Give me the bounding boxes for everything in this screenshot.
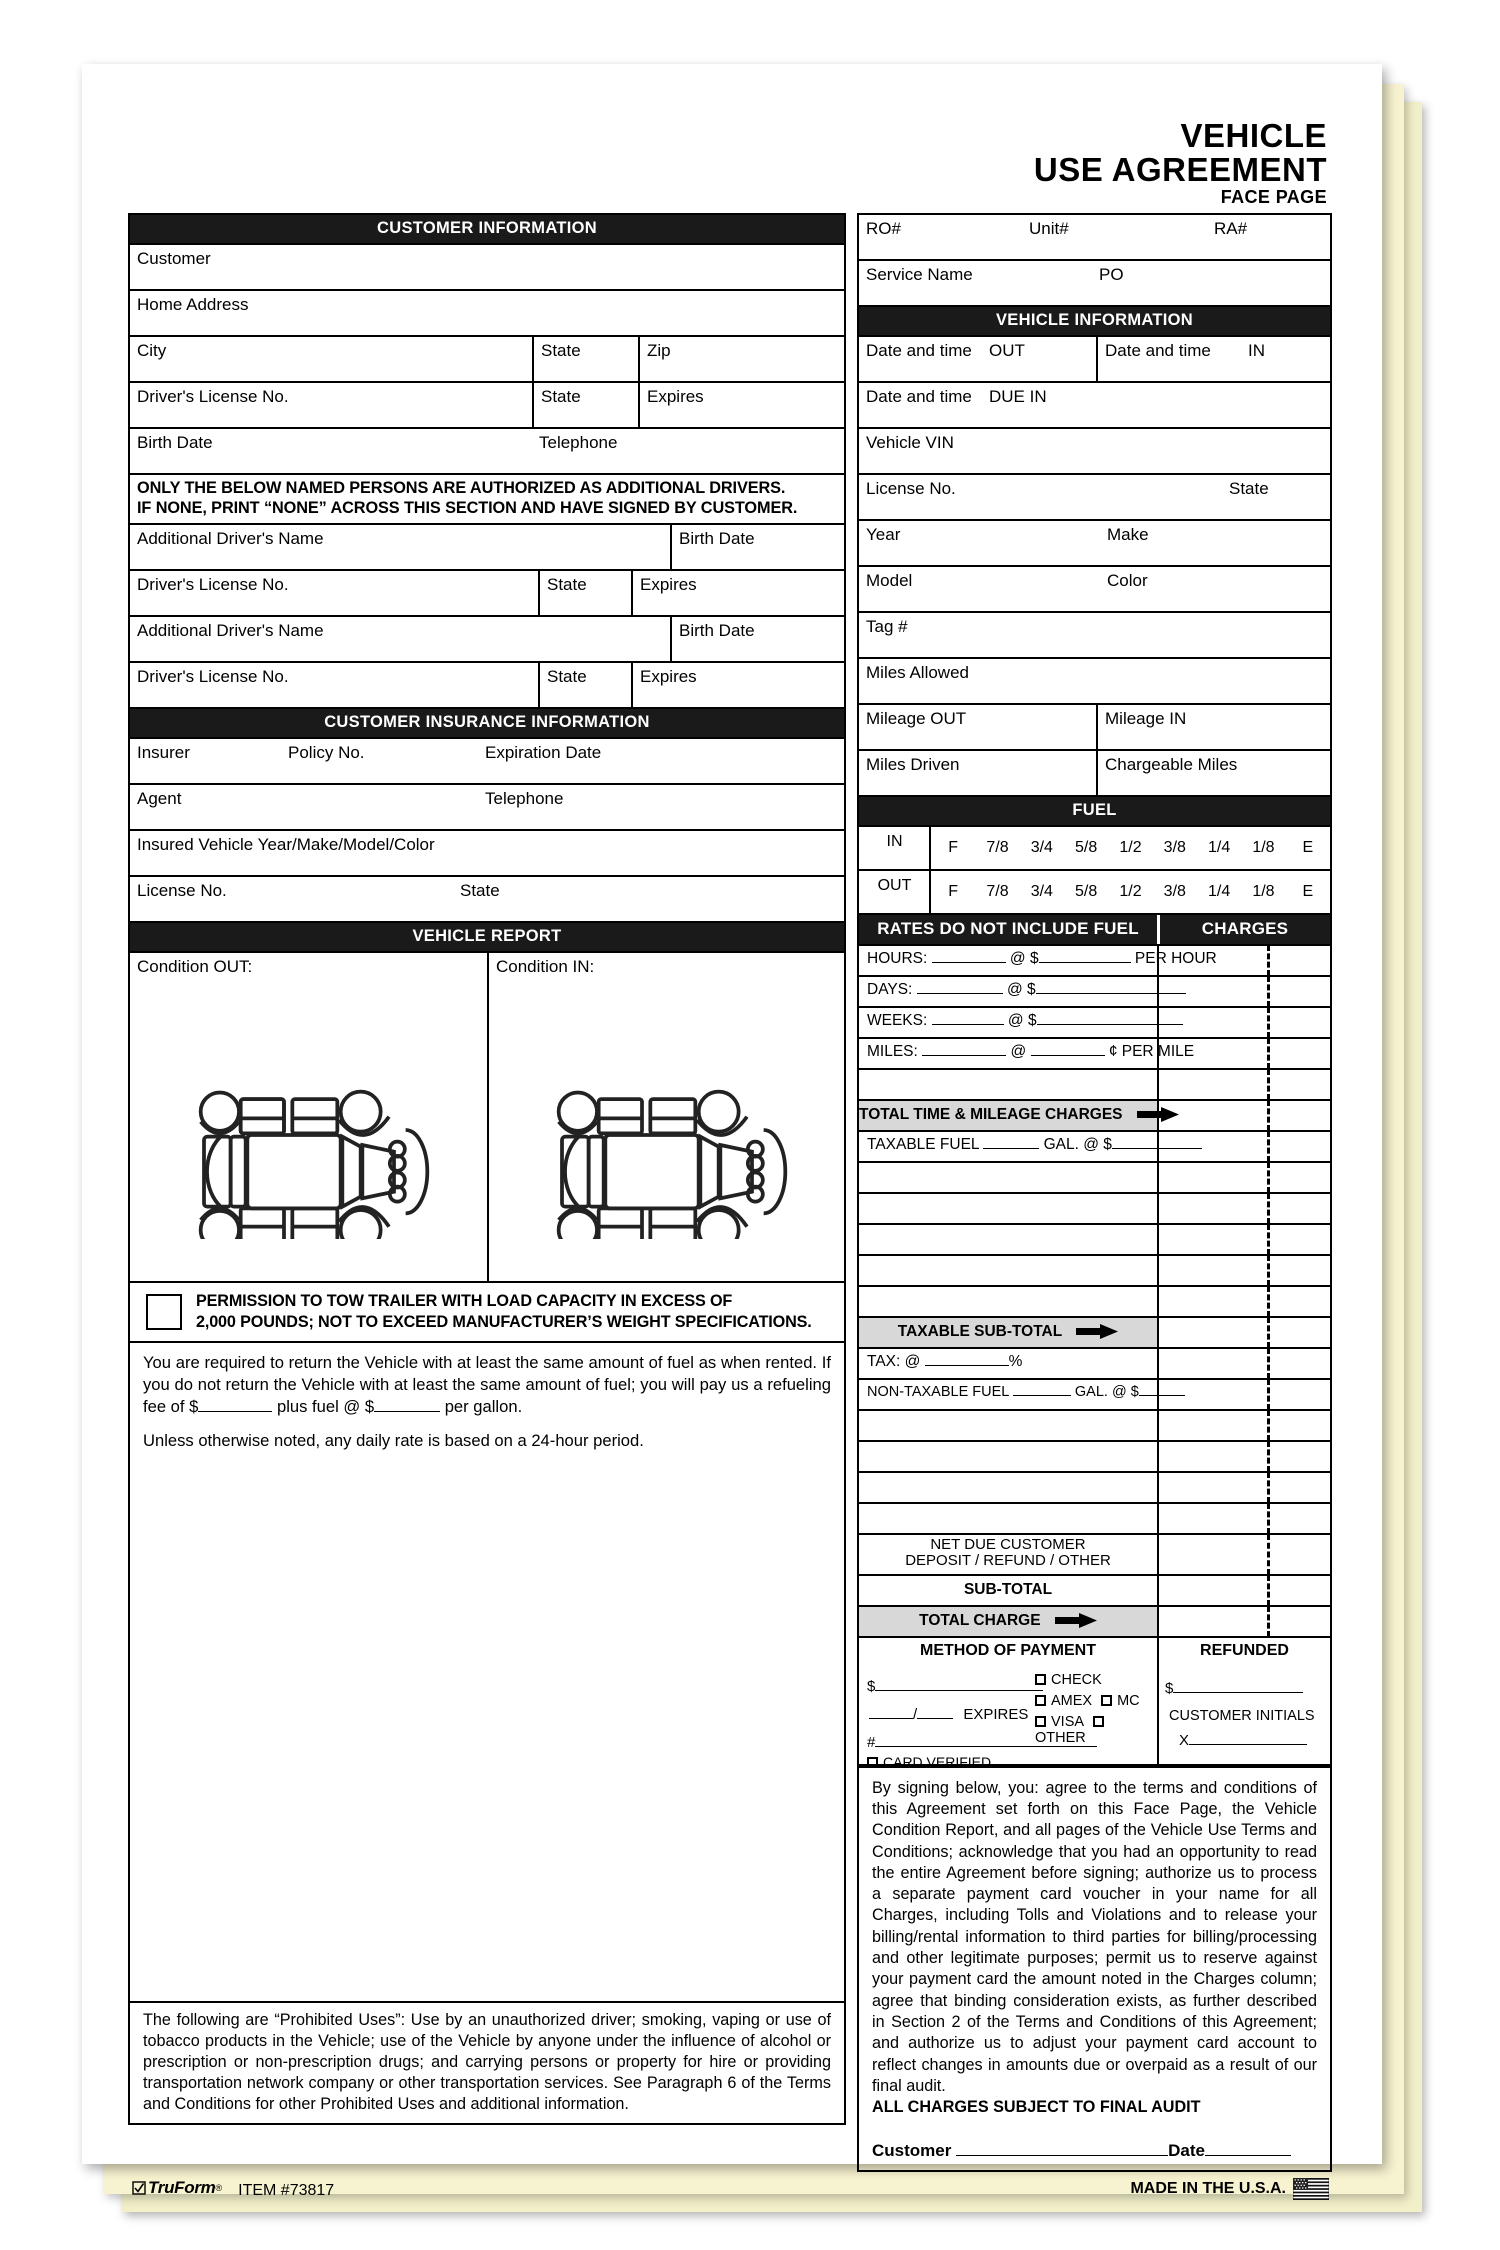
notice-line-1: ONLY THE BELOW NAMED PERSONS ARE AUTHORIZED AS ADDITIONAL DRIVERS. <box>137 478 786 497</box>
visa-label: VISA <box>1051 1713 1085 1730</box>
prohibited-uses-text: The following are “Prohibited Uses”: Use by an unauthorized driver; smoking, vaping or use of tobacco products in the Vehicle; use of the Vehicle by anyone under the influence of alcohol or prescription or non-prescription drugs; and carrying persons or property for hire or providing transportation network company or other transportation services. See Paragraph 6 of the Terms and Conditions for other Prohibited Uses and additional information. <box>130 2001 844 2123</box>
field-insured-vehicle[interactable]: Insured Vehicle Year/Make/Model/Color <box>137 835 435 855</box>
charge-row-blank[interactable] <box>859 1471 1330 1502</box>
tow-line-2: 2,000 POUNDS; NOT TO EXCEED MANUFACTURER’S WEIGHT SPECIFICATIONS. <box>196 1312 812 1331</box>
charge-label-weeks: WEEKS: <box>867 1011 928 1029</box>
charge-amount-hours[interactable] <box>1157 946 1330 975</box>
field-insurance-license-no[interactable]: License No. <box>137 881 227 901</box>
payment-amount-prefix: $ <box>867 1677 876 1695</box>
field-date-time-due-label: Date and time <box>866 386 972 406</box>
fuel-fee-blank[interactable] <box>198 1411 272 1412</box>
charge-row-tax[interactable] <box>859 1347 1330 1378</box>
item-number: ITEM #73817 <box>238 2181 335 2199</box>
made-in-usa-label: MADE IN THE U.S.A. <box>1130 2179 1286 2197</box>
charge-row-blank[interactable] <box>859 1223 1330 1254</box>
field-additional-driver-1-name[interactable]: Additional Driver's Name <box>137 529 324 549</box>
charge-amount-miles[interactable] <box>1157 1039 1330 1068</box>
card-verified-checkbox[interactable] <box>867 1757 878 1768</box>
charge-amount-taxable-fuel[interactable] <box>1157 1132 1330 1161</box>
fuel-in-level-5-8[interactable]: 5/8 <box>1075 838 1098 856</box>
charge-row-days[interactable] <box>859 975 1330 1006</box>
fuel-out-level-3-4[interactable]: 3/4 <box>1030 882 1053 900</box>
title-line-2: USE AGREEMENT <box>1033 150 1327 188</box>
field-insurer[interactable]: Insurer <box>137 743 190 763</box>
charge-label-nontaxable-fuel: NON-TAXABLE FUEL <box>867 1383 1009 1400</box>
payment-expires-label: EXPIRES <box>963 1705 1029 1723</box>
table-row[interactable] <box>130 875 844 921</box>
field-ra-number[interactable]: RA# <box>1214 218 1248 238</box>
charge-row-taxable-subtotal <box>859 1316 1330 1347</box>
fuel-out-level-1-4[interactable]: 1/4 <box>1208 882 1231 900</box>
field-home-address[interactable]: Home Address <box>137 294 249 314</box>
field-po[interactable]: PO <box>1099 264 1124 284</box>
customer-signature-input[interactable] <box>956 2155 1168 2156</box>
usa-flag-icon <box>1293 2178 1329 2200</box>
table-row[interactable] <box>859 473 1330 519</box>
title-line-3: FACE PAGE <box>1220 187 1327 208</box>
signature-date-input[interactable] <box>1205 2155 1291 2156</box>
payment-exp-year-input[interactable] <box>917 1718 953 1719</box>
field-unit-number[interactable]: Unit# <box>1029 218 1069 238</box>
truform-trademark: ® <box>215 2182 223 2193</box>
ro-block <box>857 213 1332 307</box>
field-additional-driver-1-birth-date[interactable]: Birth Date <box>670 525 844 569</box>
field-vehicle-license-no[interactable]: License No. <box>866 478 956 498</box>
mc-checkbox[interactable] <box>1101 1695 1112 1706</box>
visa-checkbox[interactable] <box>1035 1716 1046 1727</box>
charges-header-amount: CHARGES <box>1157 915 1330 944</box>
table-row[interactable] <box>130 335 844 381</box>
table-row[interactable] <box>859 335 1330 381</box>
condition-out-label: Condition OUT: <box>137 957 253 977</box>
charge-amount-days[interactable] <box>1157 977 1330 1006</box>
fuel-in-level-1-8[interactable]: 1/8 <box>1252 838 1275 856</box>
table-row[interactable] <box>130 243 844 289</box>
form-footer <box>128 2178 1333 2200</box>
signature-section <box>857 1766 1332 2172</box>
charge-amount-tax[interactable] <box>1157 1349 1330 1378</box>
signature-body-text: By signing below, you: agree to the terms and conditions of this Agreement set forth on this Face Page, the Vehicle Condition Report, and all pages of the Vehicle Use Terms and Conditions; acknowledge that you had an opportunity to read the entire Agreement before signing; authorize us to process a separate payment card voucher in your name for all Charges, including Tolls and Violations and to release your billing/rental information to third parties for billing/processing and other legitimate purposes; permit us to reserve against your payment card the amount noted in the Charges column; agree that binding consideration exists, as further described in Section 2 of the Terms and Conditions of this Agreement; and authorize us to adjust your payment card account to reflect changes in amounts due or overpaid as a result of our final audit. <box>872 1778 1317 2095</box>
fuel-in-label: IN <box>886 832 903 850</box>
charge-unit-nontaxable-fuel: GAL. @ $ <box>1074 1383 1139 1400</box>
charge-label-hours: HOURS: <box>867 949 928 967</box>
table-row[interactable] <box>859 611 1330 657</box>
charge-at-hours: @ $ <box>1009 949 1039 967</box>
method-of-payment-title: METHOD OF PAYMENT <box>919 1641 1096 1659</box>
customer-signature-label: Customer <box>872 2141 952 2161</box>
fuel-out-level-1-2[interactable]: 1/2 <box>1119 882 1142 900</box>
paper-stack <box>82 64 1402 2199</box>
field-color[interactable]: Color <box>1107 570 1148 590</box>
charge-row-blank[interactable] <box>859 1254 1330 1285</box>
car-diagram-out <box>184 1071 434 1244</box>
field-make[interactable]: Make <box>1107 524 1149 544</box>
fuel-in-level-3-8[interactable]: 3/8 <box>1163 838 1186 856</box>
table-row[interactable] <box>130 615 844 661</box>
table-row[interactable] <box>859 565 1330 611</box>
field-telephone[interactable]: Telephone <box>539 432 618 452</box>
field-expiration-date[interactable]: Expiration Date <box>485 743 602 763</box>
table-row[interactable] <box>130 289 844 335</box>
fuel-header: FUEL <box>859 795 1330 825</box>
field-vehicle-vin[interactable]: Vehicle VIN <box>866 432 954 452</box>
field-model[interactable]: Model <box>866 570 913 590</box>
field-drivers-license-no[interactable]: Driver's License No. <box>137 386 289 406</box>
field-additional-driver-1-license[interactable]: Driver's License No. <box>137 575 289 595</box>
payment-amount-input[interactable] <box>875 1690 1043 1691</box>
customer-initials-input[interactable] <box>1189 1744 1307 1745</box>
field-miles-allowed[interactable]: Miles Allowed <box>866 662 969 682</box>
charge-amount-net-due-customer[interactable] <box>1157 1535 1330 1574</box>
payment-card-number-input[interactable] <box>875 1746 1097 1747</box>
charge-unit-taxable-fuel: GAL. @ $ <box>1043 1135 1112 1153</box>
payment-section <box>859 1636 1330 1770</box>
charge-label-total-time-mileage: TOTAL TIME & MILEAGE CHARGES <box>859 1105 1123 1123</box>
arrow-right-icon <box>1055 1613 1097 1628</box>
fuel-in-level-E[interactable]: E <box>1302 838 1314 856</box>
vehicle-information-header: VEHICLE INFORMATION <box>859 307 1330 335</box>
charge-amount-taxable-subtotal[interactable] <box>1157 1318 1330 1347</box>
title-line-1: VEHICLE <box>1180 117 1327 154</box>
table-row[interactable] <box>130 427 844 473</box>
refunded-panel <box>1157 1638 1330 1764</box>
fuel-out-level-7-8[interactable]: 7/8 <box>986 882 1009 900</box>
table-row[interactable] <box>859 519 1330 565</box>
charge-row-total-charge <box>859 1605 1330 1636</box>
card-verified-label: CARD VERIFIED <box>883 1753 992 1770</box>
field-service-name[interactable]: Service Name <box>866 264 973 284</box>
table-row[interactable] <box>859 215 1330 259</box>
customer-information-header: CUSTOMER INFORMATION <box>130 215 844 243</box>
fuel-in-level-1-2[interactable]: 1/2 <box>1119 838 1142 856</box>
fuel-in-level-1-4[interactable]: 1/4 <box>1208 838 1231 856</box>
field-agent-telephone[interactable]: Telephone <box>485 789 564 809</box>
footer-right <box>1130 2178 1329 2200</box>
table-row[interactable] <box>859 703 1330 749</box>
charges-header-desc: RATES DO NOT INCLUDE FUEL <box>877 918 1139 938</box>
fuel-policy-p1b: plus fuel @ $ <box>272 1396 375 1416</box>
tow-permission-row[interactable] <box>130 1281 844 1341</box>
signature-block <box>859 1766 1330 2170</box>
table-row[interactable] <box>130 569 844 615</box>
field-additional-driver-1-state[interactable]: State <box>538 571 631 615</box>
charge-row-blank[interactable] <box>859 1068 1330 1099</box>
refunded-amount-prefix: $ <box>1165 1679 1174 1697</box>
fuel-policy-paragraph-2: Unless otherwise noted, any daily rate is based on a 24-hour period. <box>143 1430 644 1450</box>
charge-at-weeks: @ $ <box>1007 1011 1037 1029</box>
condition-in-panel[interactable] <box>487 953 844 1281</box>
charges-section <box>857 915 1332 1770</box>
charge-row-weeks[interactable] <box>859 1006 1330 1037</box>
customer-insurance-header: CUSTOMER INSURANCE INFORMATION <box>130 707 844 737</box>
charge-row-net-due-customer <box>859 1533 1330 1574</box>
field-chargeable-miles[interactable]: Chargeable Miles <box>1096 751 1330 795</box>
charge-row-blank[interactable] <box>859 1192 1330 1223</box>
charge-amount-subtotal[interactable] <box>1157 1576 1330 1605</box>
charge-row-blank[interactable] <box>859 1161 1330 1192</box>
table-row[interactable] <box>859 381 1330 427</box>
field-in[interactable]: IN <box>1248 340 1265 360</box>
field-license-expires[interactable]: Expires <box>638 383 844 427</box>
charge-label-taxable-subtotal: TAXABLE SUB-TOTAL <box>897 1322 1062 1340</box>
checkbox-check-icon <box>132 2181 146 2195</box>
amex-checkbox[interactable] <box>1035 1695 1046 1706</box>
vehicle-information-section <box>857 307 1332 915</box>
vehicle-report-header: VEHICLE REPORT <box>130 921 844 951</box>
fuel-policy-paragraph-1 <box>143 1352 831 1418</box>
charge-unit-tax: % <box>1008 1352 1023 1370</box>
field-city[interactable]: City <box>137 340 167 360</box>
field-additional-driver-1-expires[interactable]: Expires <box>631 571 844 615</box>
field-additional-driver-2-name[interactable]: Additional Driver's Name <box>137 621 324 641</box>
condition-out-panel[interactable] <box>130 953 487 1281</box>
fuel-per-gallon-blank[interactable] <box>374 1411 440 1412</box>
arrow-right-icon <box>1076 1324 1118 1339</box>
fuel-row-in[interactable] <box>859 825 1330 869</box>
tow-permission-text <box>196 1291 812 1332</box>
field-agent[interactable]: Agent <box>137 789 182 809</box>
table-row[interactable] <box>859 427 1330 473</box>
charge-row-hours[interactable] <box>859 944 1330 975</box>
charge-amount-total-charge[interactable] <box>1157 1607 1330 1636</box>
field-vehicle-license-state[interactable]: State <box>1229 478 1269 498</box>
condition-in-label: Condition IN: <box>496 957 595 977</box>
field-license-state[interactable]: State <box>532 383 638 427</box>
charge-label-total-charge: TOTAL CHARGE <box>919 1611 1041 1629</box>
fuel-policy-p1a: You are required to return the Vehicle with at least the same amount of fuel as when rented. If you do not return the Vehicle with at least the same amount of fuel; you will pay us a refueling fee of $ <box>143 1352 831 1416</box>
refunded-title: REFUNDED <box>1200 1641 1289 1659</box>
charge-amount-total-time-mileage[interactable] <box>1157 1101 1330 1130</box>
table-row[interactable] <box>859 749 1330 795</box>
charge-label-miles: MILES: <box>867 1042 918 1060</box>
tow-permission-checkbox[interactable] <box>146 1294 182 1330</box>
field-zip[interactable]: Zip <box>638 337 844 381</box>
field-ro-number[interactable]: RO# <box>866 218 901 238</box>
refunded-amount-input[interactable] <box>1173 1692 1303 1693</box>
charge-row-total-time-mileage <box>859 1099 1330 1130</box>
charge-amount-nontaxable-fuel[interactable] <box>1157 1380 1330 1409</box>
charges-header <box>859 915 1330 944</box>
fuel-out-label: OUT <box>877 876 912 894</box>
fuel-policy-p1c: per gallon. <box>440 1396 523 1416</box>
tow-line-1: PERMISSION TO TOW TRAILER WITH LOAD CAPACITY IN EXCESS OF <box>196 1292 733 1311</box>
signature-date-label: Date <box>1168 2141 1205 2161</box>
field-tag-number[interactable]: Tag # <box>866 616 908 636</box>
field-due-in[interactable]: DUE IN <box>989 386 1047 406</box>
notice-line-2: IF NONE, PRINT “NONE” ACROSS THIS SECTION AND HAVE SIGNED BY CUSTOMER. <box>137 498 798 517</box>
table-row[interactable] <box>130 661 844 707</box>
customer-information-section <box>128 213 846 2126</box>
field-additional-driver-2-expires[interactable]: Expires <box>631 663 844 707</box>
fuel-in-level-F[interactable]: F <box>948 838 959 856</box>
field-birth-date[interactable]: Birth Date <box>137 432 213 452</box>
other-checkbox[interactable] <box>1093 1716 1104 1727</box>
additional-drivers-notice <box>130 473 844 524</box>
field-date-time-in-label: Date and time <box>1105 340 1211 360</box>
charge-at-days: @ $ <box>1007 980 1036 998</box>
field-year[interactable]: Year <box>866 524 901 544</box>
field-policy-no[interactable]: Policy No. <box>288 743 365 763</box>
mc-label: MC <box>1117 1692 1140 1709</box>
fuel-policy-block <box>130 1341 844 2001</box>
fuel-out-level-3-8[interactable]: 3/8 <box>1163 882 1186 900</box>
charge-unit-miles: ¢ PER MILE <box>1108 1042 1195 1060</box>
charge-row-subtotal <box>859 1574 1330 1605</box>
field-mileage-in[interactable]: Mileage IN <box>1096 705 1330 749</box>
fuel-in-level-7-8[interactable]: 7/8 <box>986 838 1009 856</box>
charge-unit-hours: PER HOUR <box>1134 949 1217 967</box>
method-of-payment-panel: METHOD OF PAYMENT $ / EXPIRES # CARD VERIFIED CHECK AMEX MC VISAOTHER <box>859 1638 1157 1764</box>
field-date-time-out-label: Date and time <box>866 340 972 360</box>
right-column <box>857 213 1332 2172</box>
field-miles-driven[interactable]: Miles Driven <box>866 754 960 774</box>
fuel-out-level-E[interactable]: E <box>1302 882 1314 900</box>
field-customer[interactable]: Customer <box>137 248 211 268</box>
charge-at-miles: @ <box>1010 1042 1027 1060</box>
charge-label-net-due-customer: NET DUE CUSTOMER <box>930 1535 1086 1553</box>
charge-label-tax: TAX: @ <box>867 1352 921 1370</box>
field-insurance-state[interactable]: State <box>460 881 500 901</box>
charge-label-deposit-refund-other: DEPOSIT / REFUND / OTHER <box>905 1551 1111 1569</box>
truform-brand: TruForm <box>148 2177 216 2197</box>
fuel-out-level-1-8[interactable]: 1/8 <box>1252 882 1275 900</box>
vehicle-report-body <box>130 951 844 1281</box>
field-city-state[interactable]: State <box>532 337 638 381</box>
payment-number-prefix: # <box>867 1733 876 1751</box>
fuel-in-level-3-4[interactable]: 3/4 <box>1030 838 1053 856</box>
fuel-out-level-5-8[interactable]: 5/8 <box>1075 882 1098 900</box>
table-row[interactable] <box>130 783 844 829</box>
field-additional-driver-2-license[interactable]: Driver's License No. <box>137 667 289 687</box>
field-additional-driver-2-state[interactable]: State <box>538 663 631 707</box>
table-row[interactable] <box>859 259 1330 305</box>
form-paper-sheet <box>82 64 1382 2199</box>
other-label: OTHER <box>1035 1729 1086 1746</box>
check-label: CHECK <box>1051 1671 1102 1688</box>
charge-row-blank[interactable] <box>859 1285 1330 1316</box>
vehicle-use-agreement-form <box>128 117 1333 2199</box>
charge-row-blank[interactable] <box>859 1409 1330 1440</box>
charge-label-days: DAYS: <box>867 980 913 998</box>
charge-row-taxable-fuel[interactable] <box>859 1130 1330 1161</box>
customer-initials-label: CUSTOMER INITIALS <box>1169 1707 1315 1724</box>
left-column <box>128 213 846 2126</box>
table-row[interactable] <box>130 829 844 875</box>
fuel-row-out[interactable] <box>859 869 1330 913</box>
customer-initials-x: X <box>1179 1731 1190 1749</box>
final-audit-notice: ALL CHARGES SUBJECT TO FINAL AUDIT <box>872 2098 1201 2117</box>
charge-amount-weeks[interactable] <box>1157 1008 1330 1037</box>
charge-row-blank[interactable] <box>859 1502 1330 1533</box>
amex-label: AMEX <box>1051 1692 1093 1709</box>
charge-label-taxable-fuel: TAXABLE FUEL <box>867 1135 979 1153</box>
check-checkbox[interactable] <box>1035 1674 1046 1685</box>
field-out[interactable]: OUT <box>989 340 1025 360</box>
fuel-out-level-F[interactable]: F <box>948 882 959 900</box>
charge-row-nontaxable-fuel[interactable] <box>859 1378 1330 1409</box>
charge-row-miles[interactable] <box>859 1037 1330 1068</box>
car-diagram-in <box>542 1071 792 1244</box>
payment-exp-month-input[interactable] <box>869 1718 913 1719</box>
car-outline-icon <box>542 1071 792 1239</box>
table-row[interactable] <box>130 737 844 783</box>
table-row[interactable] <box>130 381 844 427</box>
signature-line-row <box>872 2140 1317 2162</box>
field-mileage-out[interactable]: Mileage OUT <box>866 708 967 728</box>
field-additional-driver-2-birth-date[interactable]: Birth Date <box>670 617 844 661</box>
charge-label-subtotal: SUB-TOTAL <box>963 1580 1053 1598</box>
charge-row-blank[interactable] <box>859 1440 1330 1471</box>
table-row[interactable] <box>859 657 1330 703</box>
footer-left <box>132 2178 334 2200</box>
car-outline-icon <box>184 1071 434 1239</box>
table-row[interactable] <box>130 523 844 569</box>
form-title <box>128 119 1333 207</box>
